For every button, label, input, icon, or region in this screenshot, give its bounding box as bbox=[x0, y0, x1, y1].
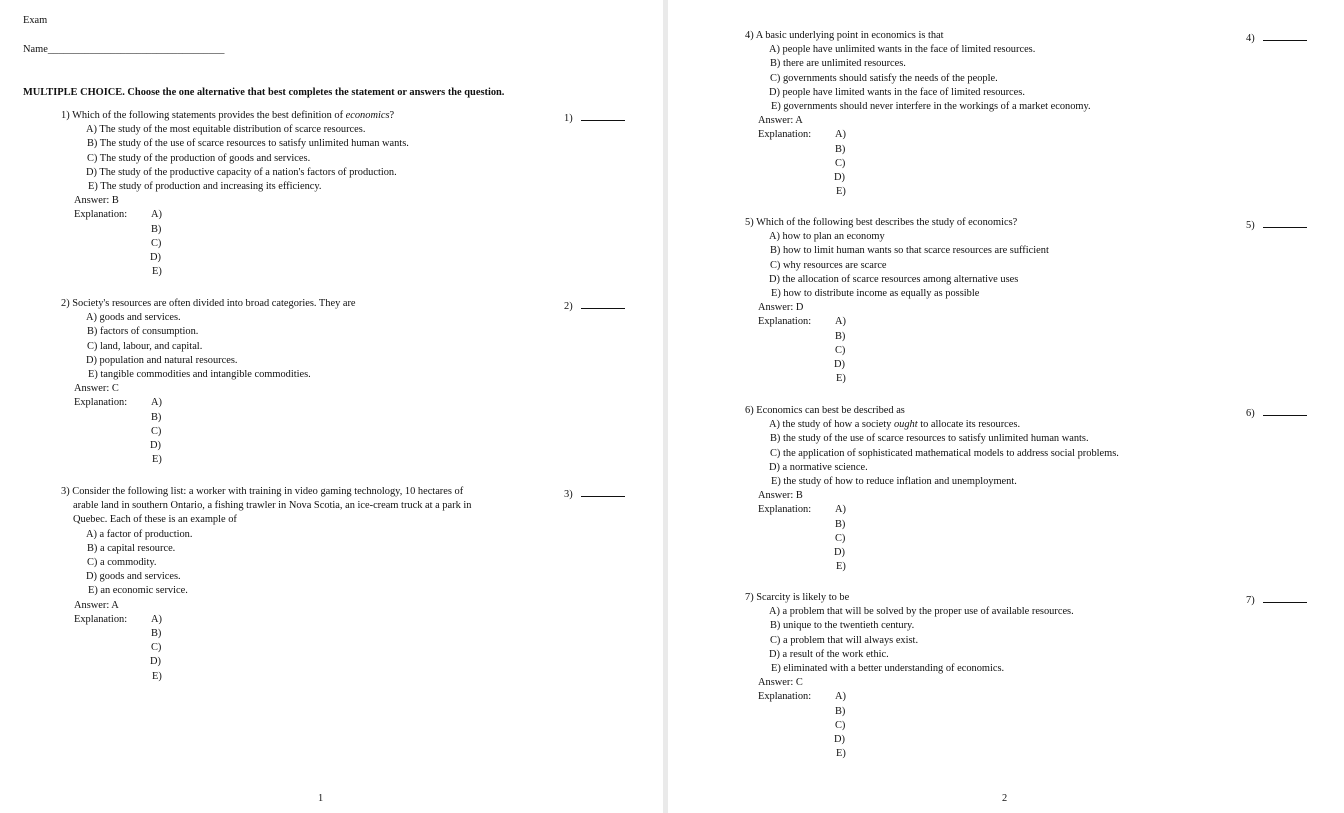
explanation-label: Explanation: bbox=[758, 316, 812, 328]
explanation-letter: E) bbox=[152, 670, 162, 682]
question-3 bbox=[61, 485, 471, 684]
explanation-block bbox=[758, 503, 1119, 574]
question-text: 5) Which of the following best describes the study of economics? bbox=[745, 217, 1018, 228]
explanation-letter: A) bbox=[151, 397, 162, 409]
explanation-letter: E) bbox=[836, 373, 846, 385]
question-text: 7) Scarcity is likely to be bbox=[745, 592, 850, 603]
explanation-letter: E) bbox=[836, 561, 846, 573]
option-c[interactable]: C) the application of sophisticated mathematical models to address social problems. bbox=[770, 447, 1119, 459]
option-e[interactable]: E) an economic service. bbox=[88, 585, 188, 597]
explanation-block bbox=[758, 315, 1049, 386]
question-4 bbox=[745, 29, 1091, 199]
exam-page-2 bbox=[668, 0, 1344, 813]
explanation-letter: D) bbox=[834, 546, 845, 558]
instructions: MULTIPLE CHOICE. Choose the one alternative that best completes the statement or answers the question. bbox=[23, 87, 505, 98]
explanation-letter: B) bbox=[835, 518, 846, 530]
explanation-letter: C) bbox=[151, 642, 162, 654]
exam-title: Exam bbox=[23, 15, 48, 26]
explanation-letter: C) bbox=[835, 532, 846, 544]
explanation-letter: D) bbox=[834, 171, 845, 183]
explanation-letter: A) bbox=[835, 129, 846, 141]
answer-blank-6[interactable]: 6) bbox=[1246, 404, 1307, 421]
question-2 bbox=[61, 297, 356, 467]
explanation-label: Explanation: bbox=[758, 129, 812, 141]
question-text: 2) Society's resources are often divided into broad categories. They are bbox=[61, 298, 356, 309]
answer: Answer: B bbox=[758, 490, 803, 502]
explanation-letter: C) bbox=[835, 157, 846, 169]
explanation-letter: B) bbox=[835, 143, 846, 155]
option-c[interactable]: C) governments should satisfy the needs of the people. bbox=[770, 72, 998, 84]
explanation-letter: B) bbox=[151, 411, 162, 423]
explanation-block bbox=[74, 396, 356, 467]
question-text: 1) Which of the following statements provides the best definition of economics? bbox=[61, 110, 395, 121]
option-a[interactable]: A) The study of the most equitable distribution of scarce resources. bbox=[86, 124, 366, 136]
answer-blank-2[interactable]: 2) bbox=[564, 297, 625, 314]
explanation-letter: A) bbox=[835, 316, 846, 328]
option-e[interactable]: E) the study of how to reduce inflation and unemployment. bbox=[771, 476, 1017, 488]
option-a[interactable]: A) how to plan an economy bbox=[769, 231, 885, 243]
explanation-letter: C) bbox=[151, 425, 162, 437]
question-1 bbox=[61, 109, 409, 279]
exam-page-1 bbox=[0, 0, 663, 813]
option-b[interactable]: B) The study of the use of scarce resources to satisfy unlimited human wants. bbox=[87, 138, 409, 150]
option-d[interactable]: D) The study of the productive capacity of a nation's factors of production. bbox=[86, 166, 397, 178]
option-b[interactable]: B) there are unlimited resources. bbox=[770, 58, 906, 70]
question-text: 3) Consider the following list: a worker with training in video gaming technology, 10 hectares of arable land in southern Ontario, a fishing trawler in Nova Scotia, an ice-cream truck at a park in Quebec. Each of these is an example of bbox=[61, 486, 472, 526]
answer: Answer: A bbox=[758, 115, 803, 127]
option-d[interactable]: D) a result of the work ethic. bbox=[769, 648, 889, 660]
option-d[interactable]: D) goods and services. bbox=[86, 571, 181, 583]
option-b[interactable]: B) unique to the twentieth century. bbox=[770, 620, 915, 632]
explanation-block bbox=[74, 613, 471, 684]
option-e[interactable]: E) how to distribute income as equally as possible bbox=[771, 288, 980, 300]
explanation-letter: D) bbox=[150, 251, 161, 263]
option-a[interactable]: A) a problem that will be solved by the proper use of available resources. bbox=[769, 606, 1074, 618]
explanation-letter: E) bbox=[836, 748, 846, 760]
explanation-block bbox=[758, 690, 1074, 761]
option-c[interactable]: C) why resources are scarce bbox=[770, 259, 887, 271]
option-d[interactable]: D) people have limited wants in the face of limited resources. bbox=[769, 86, 1025, 98]
explanation-letter: B) bbox=[835, 705, 846, 717]
option-a[interactable]: A) the study of how a society ought to allocate its resources. bbox=[769, 419, 1021, 431]
option-c[interactable]: C) a problem that will always exist. bbox=[770, 634, 919, 646]
explanation-letter: A) bbox=[151, 613, 162, 625]
options-list bbox=[769, 418, 1119, 489]
explanation-label: Explanation: bbox=[74, 209, 128, 221]
option-e[interactable]: E) The study of production and increasing its efficiency. bbox=[88, 181, 322, 193]
explanation-label: Explanation: bbox=[758, 504, 812, 516]
page-number: 2 bbox=[1002, 793, 1008, 804]
options-list bbox=[86, 528, 471, 599]
explanation-letter: B) bbox=[835, 330, 846, 342]
name-line: __________________________________ bbox=[47, 44, 225, 55]
option-a[interactable]: A) a factor of production. bbox=[86, 528, 193, 540]
name-field bbox=[23, 43, 224, 57]
option-b[interactable]: B) the study of the use of scarce resources to satisfy unlimited human wants. bbox=[770, 433, 1089, 445]
option-c[interactable]: C) a commodity. bbox=[87, 557, 157, 569]
explanation-letter: E) bbox=[152, 266, 162, 278]
explanation-letter: B) bbox=[151, 223, 162, 235]
explanation-letter: D) bbox=[834, 358, 845, 370]
options-list bbox=[86, 123, 409, 194]
explanation-letter: E) bbox=[836, 186, 846, 198]
answer: Answer: C bbox=[74, 383, 119, 395]
explanation-label: Explanation: bbox=[758, 691, 812, 703]
options-list bbox=[86, 311, 356, 382]
option-a[interactable]: A) people have unlimited wants in the face of limited resources. bbox=[769, 44, 1036, 56]
explanation-letter: C) bbox=[835, 719, 846, 731]
answer-blank-7[interactable]: 7) bbox=[1246, 591, 1307, 608]
answer-blank-1[interactable]: 1) bbox=[564, 109, 625, 126]
option-c[interactable]: C) The study of the production of goods and services. bbox=[87, 152, 311, 164]
answer: Answer: A bbox=[74, 599, 119, 611]
explanation-letter: C) bbox=[151, 237, 162, 249]
explanation-letter: D) bbox=[150, 439, 161, 451]
explanation-letter: D) bbox=[150, 656, 161, 668]
question-6 bbox=[745, 404, 1119, 574]
answer: Answer: B bbox=[74, 195, 119, 207]
question-5 bbox=[745, 216, 1049, 386]
question-7 bbox=[745, 591, 1074, 761]
options-list bbox=[769, 43, 1091, 114]
option-e[interactable]: E) governments should never interfere in the workings of a market economy. bbox=[771, 101, 1091, 113]
explanation-letter: B) bbox=[151, 628, 162, 640]
options-list bbox=[769, 605, 1074, 676]
explanation-letter: E) bbox=[152, 454, 162, 466]
answer-blank-5[interactable]: 5) bbox=[1246, 216, 1307, 233]
option-d[interactable]: D) the allocation of scarce resources among alternative uses bbox=[769, 273, 1019, 285]
question-text: 4) A basic underlying point in economics is that bbox=[745, 30, 944, 41]
answer-blank-4[interactable]: 4) bbox=[1246, 29, 1307, 46]
explanation-label: Explanation: bbox=[74, 397, 128, 409]
page-number: 1 bbox=[318, 793, 324, 804]
option-d[interactable]: D) a normative science. bbox=[769, 461, 868, 473]
options-list bbox=[769, 230, 1049, 301]
explanation-block bbox=[74, 208, 409, 279]
name-label: Name bbox=[23, 44, 48, 55]
option-e[interactable]: E) eliminated with a better understanding of economics. bbox=[771, 663, 1005, 675]
explanation-letter: A) bbox=[151, 209, 162, 221]
option-b[interactable]: B) how to limit human wants so that scarce resources are sufficient bbox=[770, 245, 1049, 257]
option-b[interactable]: B) factors of consumption. bbox=[87, 326, 199, 338]
option-b[interactable]: B) a capital resource. bbox=[87, 542, 176, 554]
answer: Answer: D bbox=[758, 302, 804, 314]
explanation-block bbox=[758, 128, 1091, 199]
option-d[interactable]: D) population and natural resources. bbox=[86, 354, 238, 366]
explanation-letter: C) bbox=[835, 344, 846, 356]
explanation-label: Explanation: bbox=[74, 613, 128, 625]
option-a[interactable]: A) goods and services. bbox=[86, 312, 181, 324]
question-text: 6) Economics can best be described as bbox=[745, 405, 905, 416]
explanation-letter: A) bbox=[835, 504, 846, 516]
option-e[interactable]: E) tangible commodities and intangible commodities. bbox=[88, 369, 311, 381]
explanation-letter: A) bbox=[835, 691, 846, 703]
option-c[interactable]: C) land, labour, and capital. bbox=[87, 340, 203, 352]
answer-blank-3[interactable]: 3) bbox=[564, 485, 625, 502]
explanation-letter: D) bbox=[834, 733, 845, 745]
answer: Answer: C bbox=[758, 677, 803, 689]
